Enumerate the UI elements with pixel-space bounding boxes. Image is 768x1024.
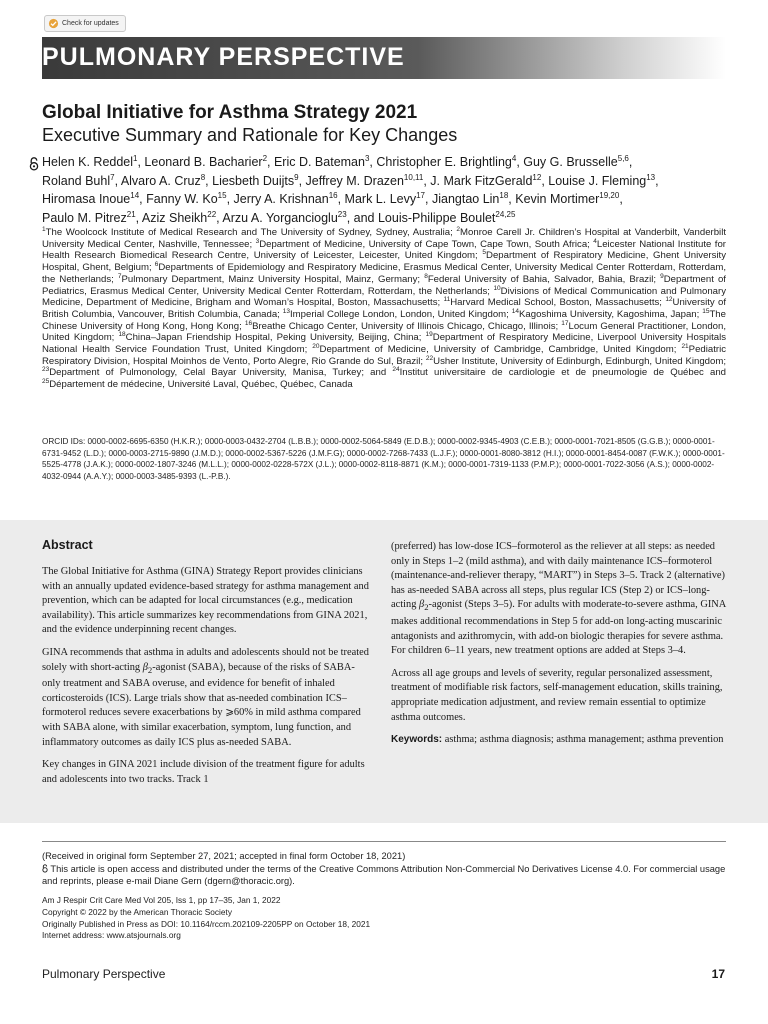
open-access-icon [42,864,48,873]
abstract-heading: Abstract [42,538,93,552]
affiliations: $^1$The Woolcock Institute of Medical Research and The University of Sydney, Sydney, Australia; $^2$Monroe Carell Jr. Children’s Hospital at Vanderbilt, Vanderbilt University Medical Center, Nashville, Tennessee; $^3$Department of Medicine, University of Cape Town, Cape Town, South Africa; $^4$Leicester National Institute for Health Research Biomedical Research Centre, University of Leicester, Leicester, United Kingdom; $^5$Department of Respiratory Medicine, Ghent University Hospital, Ghent, Belgium; $^6$Departments of Epidemiology and Respiratory Medicine, Erasmus Medical Center, University Medical Center Rotterdam, Rotterdam, the Netherlands; $^7$Pulmonary Department, Mainz University Hospital, Mainz, Germany; $^8$Federal University of Bahia, Salvador, Bahia, Brazil; $^9$Department of Pediatrics, Erasmus Medical Center, University Medical Center Rotterdam, Rotterdam, the Netherlands; $^{10}$Divisions of Medical Communication and Pulmonary Medicine, Department of Medicine, Brigham and Woman’s Hospital, Boston, Massachusetts; $^{11}$Harvard Medical School, Boston, Massachusetts; $^{12}$University of British Columbia, Vancouver, British Columbia, Canada; $^{13}$Imperial College London, London, United Kingdom; $^{14}$Kagoshima University, Kagoshima, Japan; $^{15}$The Chinese University of Hong Kong, Hong Kong; $^{16}$Breathe Chicago Center, University of Illinois Chicago, Chicago, Illinois; $^{17}$Locum General Practitioner, London, United Kingdom; $^{18}$China–Japan Friendship Hospital, Peking University, Beijing, China; $^{19}$Department of Respiratory Medicine, Liverpool University Hospitals National Health Service Foundation Trust, United Kingdom; $^{20}$Department of Medicine, University of Cambridge, Cambridge, United Kingdom; $^{21}$Pediatric Respiratory Division, Hospital Moinhos de Vento, Porto Alegre, Rio Grande do Sul, Brazil; $^{22}$Usher Institute, University of Edinburgh, Edinburgh, United Kingdom; $^{23}$Department of Pulmonology, Celal Bayar University, Manisa, Turkey; and $^{24}$Institut universitaire de cardiologie et de pneumologie de Québec and $^{25}$Département de médecine, Université Laval, Québec, Québec, Canada [42,225,727,391]
article-notes [42,850,732,888]
keywords [391,733,729,748]
received-dates: (Received in original form September 27, 2021; accepted in final form October 18, 2021) [42,851,406,861]
doi-line: Originally Published in Press as DOI: 10.1164/rccm.202109-2205PP on October 18, 2021 [42,918,371,929]
abstract-right-column [391,540,729,748]
abstract-paragraph: GINA recommends that asthma in adults and adolescents should not be treated solely with short-acting $\beta_2$-agonist (SABA), because of the risks of SABA-only treatment and SABA overuse, and evidence for benefit of inhaled corticosteroids (ICS). Large trials show that as-needed combination ICS–formoterol reduces severe exacerbations by ⩾60% in mild asthma compared with SABA alone, with similar exacerbation, symptom, lung function, and inflammatory outcomes as daily ICS plus as-needed SABA. [42,646,369,748]
orcid-ids: ORCID IDs: 0000-0002-6695-6350 (H.K.R.); 0000-0003-0432-2704 (L.B.B.); 0000-0002-5064-5849 (E.D.B.); 0000-0002-9345-4903 (C.E.B.); 0000-0001-7021-8505 (G.G.B.); 0000-0001-6731-9452 (L.D.); 0000-0003-2715-9890 (J.M.D.); 0000-0002-5367-5226 (J.M.F.G); 0000-0002-7268-7433 (L.J.F.); 0000-0001-8080-3812 (H.I.); 0000-0001-8454-0087 (F.W.K.); 0000-0001-5525-4778 (J.A.K.); 0000-0002-1807-3246 (M.L.L.); 0000-0002-0228-572X (J.L.); 0000-0002-8118-8871 (K.M.); 0000-0001-7319-1133 (P.M.P.); 0000-0001-7022-3056 (A.S.); 0000-0002-4032-0944 (A.A.Y.); 0000-0003-3485-9393 (L.-P.B.). [42,437,725,481]
license-text: This article is open access and distributed under the terms of the Creative Commons Attribution Non-Commercial No Derivatives License 4.0. For commercial usage and reprints, please e-mail Diane Gern (dgern@thoracic.org). [42,863,726,886]
open-access-icon [29,157,39,171]
abstract-paragraph: The Global Initiative for Asthma (GINA) Strategy Report provides clinicians with an annually updated evidence-based strategy for asthma management and prevention, which can be adapted for local circumstances (e.g., medication availability). This article summarizes key recommendations from GINA 2021, and the evidence underpinning recent changes. [42,566,369,636]
running-footer: Pulmonary Perspective [42,967,166,981]
abstract-paragraph: (preferred) has low-dose ICS–formoterol as the reliever at all steps: as needed only in Steps 1–2 (mild asthma), and with daily maintenance ICS–formoterol (maintenance-and-reliever therapy, “MART”) in Steps 3–5. Track 2 (alternative) has as-needed SABA across all steps, plus regular ICS (Step 2) or ICS–long-acting $\beta_2$-agonist (Steps 3–5). For adults with moderate-to-severe asthma, GINA makes additional recommendations in Step 5 for add-on long-acting muscarinic antagonists and azithromycin, with add-on biologic therapies for severe asthma. For children 6–11 years, new treatment options are added at Steps 3–4. [391,541,726,657]
footnote-divider [42,841,726,842]
author-list: Helen K. Reddel$^1$, Leonard B. Bacharier$^2$, Eric D. Bateman$^3$, Christopher E. Brightling$^4$, Guy G. Brusselle$^{5,6}$, Roland Buhl$^7$, Alvaro A. Cruz$^8$, Liesbeth Duijts$^9$, Jeffrey M. Drazen$^{10,11}$, J. Mark FitzGerald$^{12}$, Louise J. Fleming$^{13}$, Hiromasa Inoue$^{14}$, Fanny W. Ko$^{15}$, Jerry A. Krishnan$^{16}$, Mark L. Levy$^{17}$, Jiangtao Lin$^{18}$, Kevin Mortimer$^{19,20}$, Paulo M. Pitrez$^{21}$, Aziz Sheikh$^{22}$, Arzu A. Yorgancioglu$^{23}$, and Louis-Philippe Boulet$^{24,25}$ [42,153,659,225]
update-badge-icon [48,18,59,29]
check-for-updates-label: Check for updates [62,20,119,27]
page-number: 17 [711,967,725,981]
copyright-line: Copyright © 2022 by the American Thoracic Society [42,906,232,917]
license-note [42,863,732,888]
abstract-paragraph: Key changes in GINA 2021 include division of the treatment figure for adults and adolescents into two tracks. Track 1 [42,759,365,785]
banner-title: PULMONARY PERSPECTIVE [42,43,405,71]
keywords-text: asthma; asthma diagnosis; asthma management; asthma prevention [442,734,724,746]
check-for-updates-button[interactable] [44,15,126,32]
section-banner [42,37,726,79]
internet-address: Internet address: www.atsjournals.org [42,930,181,941]
citation-line: Am J Respir Crit Care Med Vol 205, Iss 1, pp 17–35, Jan 1, 2022 [42,895,281,905]
publication-info [42,895,726,942]
article-subtitle: Executive Summary and Rationale for Key Changes [42,125,458,145]
keywords-label: Keywords: [391,734,443,746]
abstract-paragraph: Across all age groups and levels of severity, regular personalized assessment, treatment of modifiable risk factors, self-management education, skills training, appropriate medication adjustment, and review remain essential to optimize asthma outcomes. [391,667,723,723]
article-title: Global Initiative for Asthma Strategy 2021 [42,102,418,123]
abstract-left-column [42,565,372,795]
